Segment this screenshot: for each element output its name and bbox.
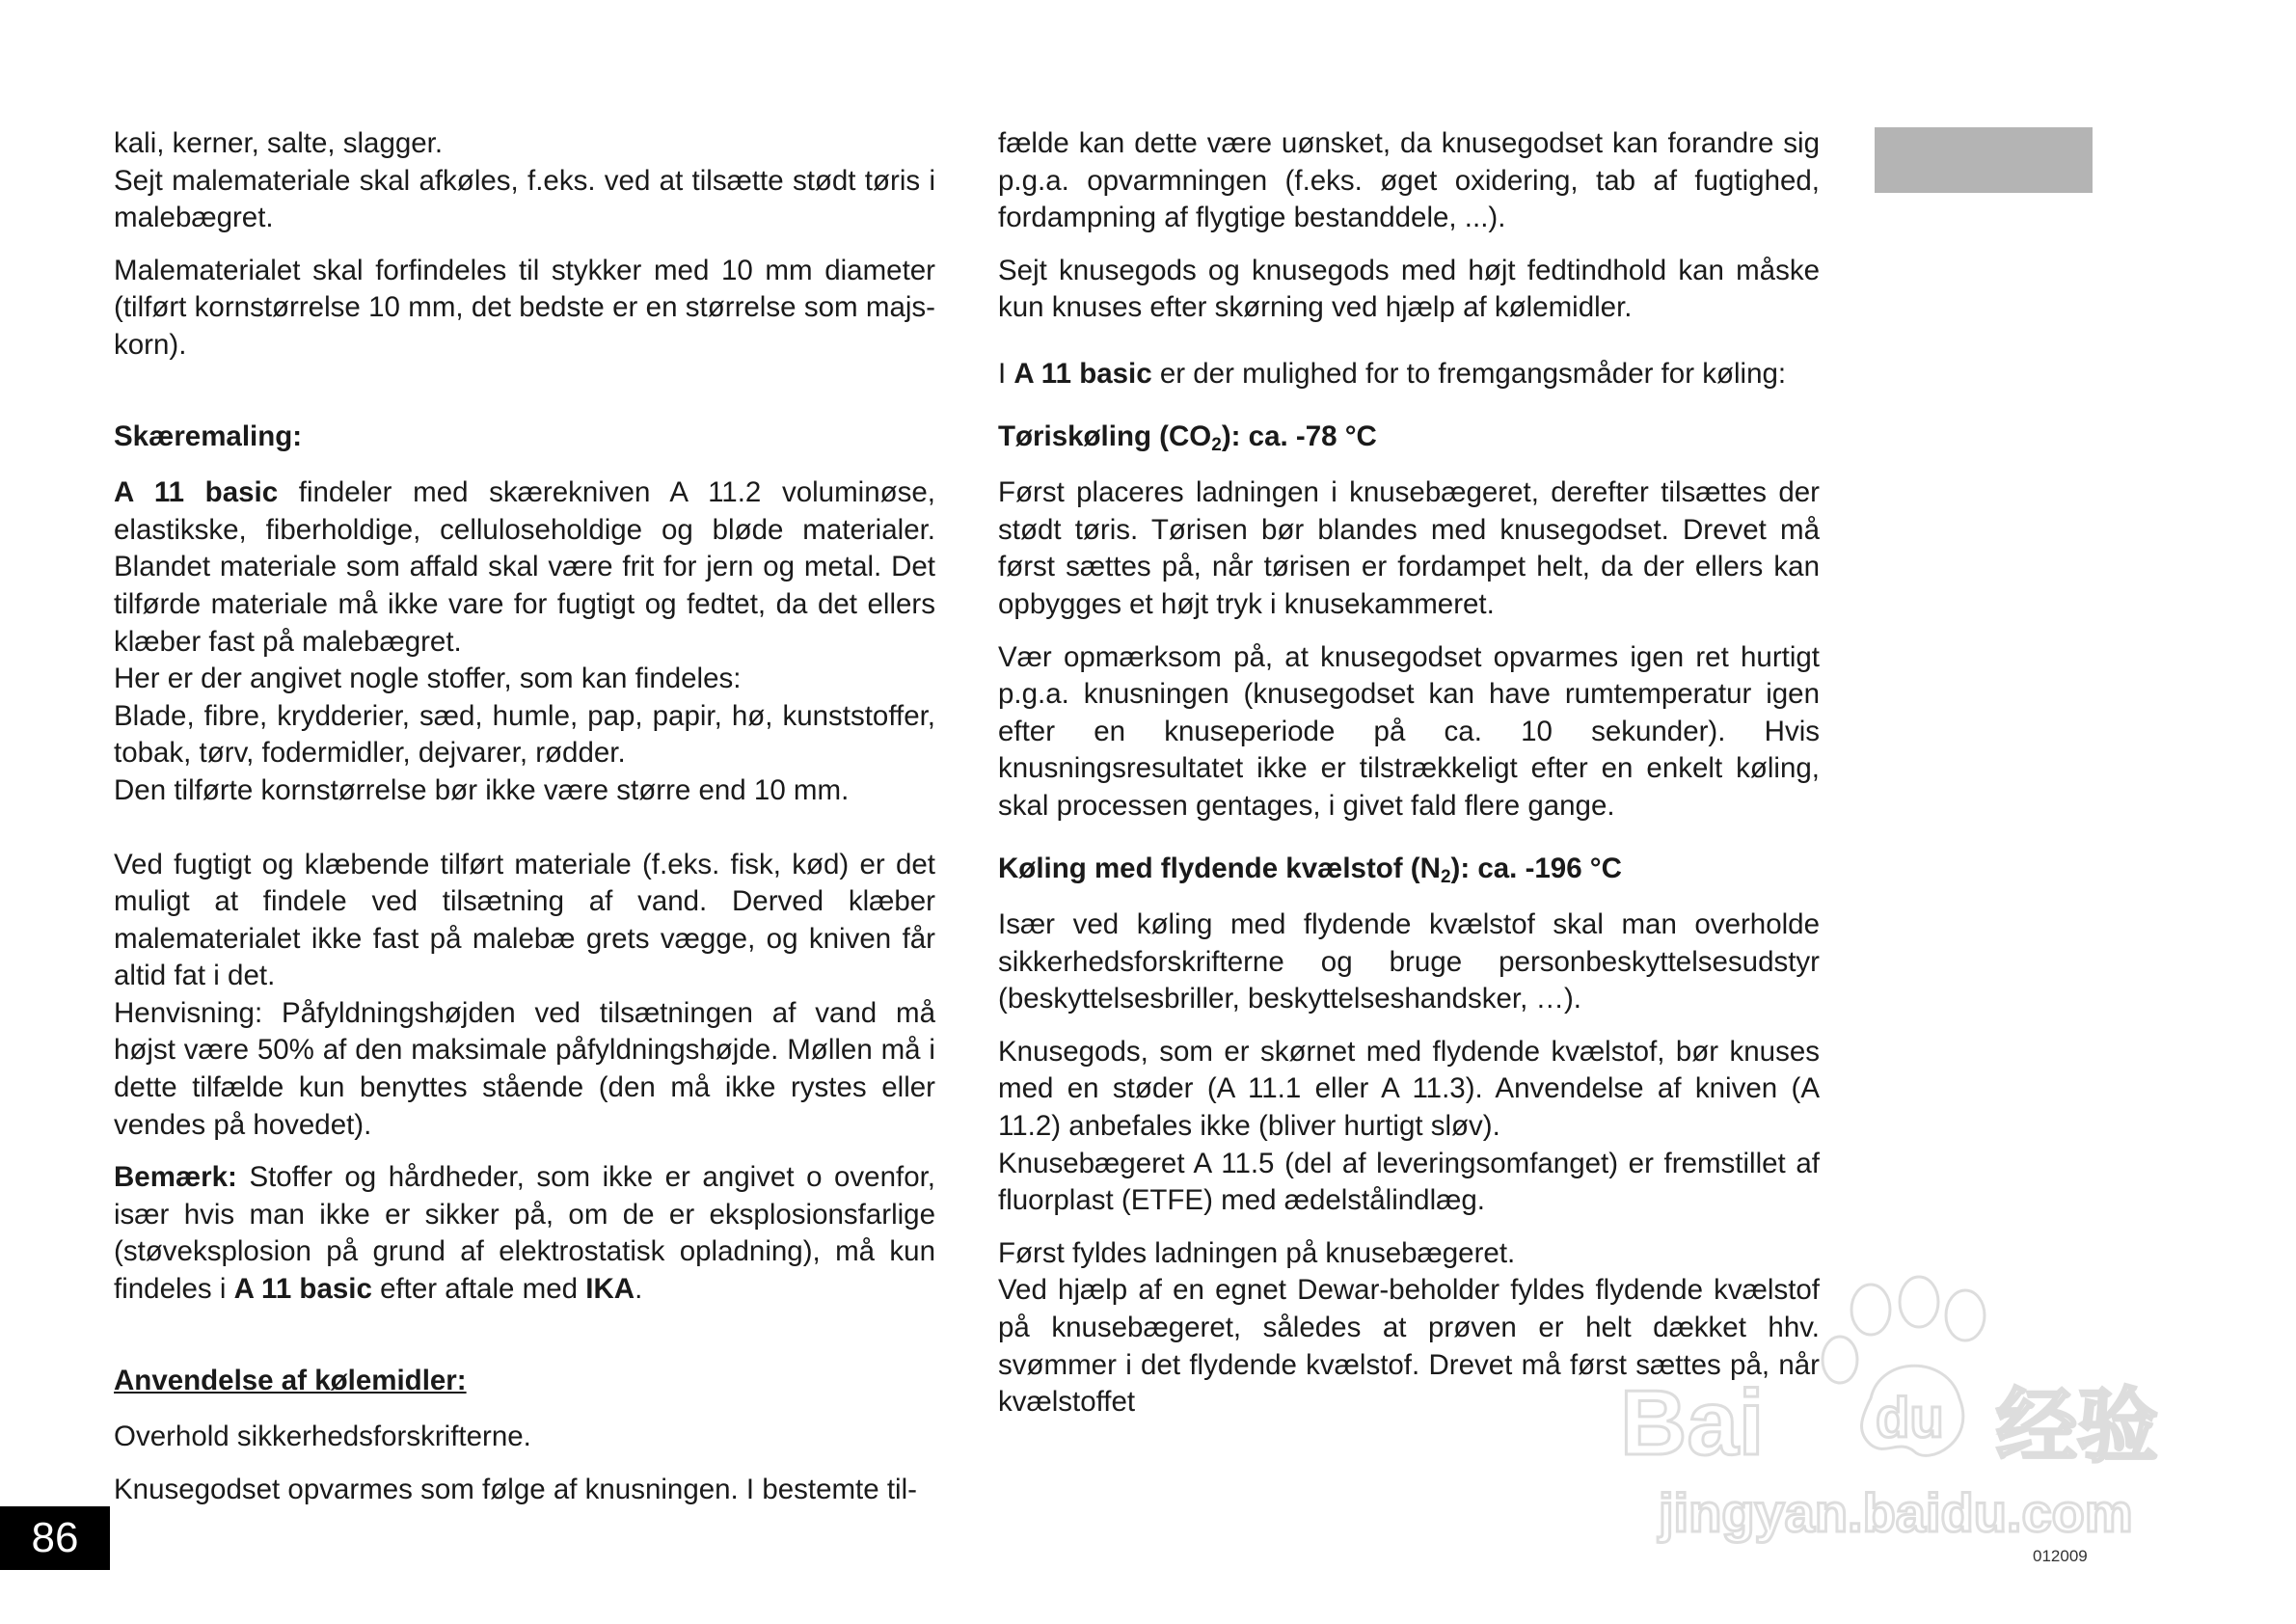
paragraph: Især ved køling med flydende kvælstof skal man overholde sikkerhedsforskrifterne og bruge personbeskyttelsesudstyr (beskyttelsesbriller, beskyttelseshandsker, …).	[998, 908, 1820, 1015]
paragraph: Knusegodset opvarmes som følge af knusningen. I bestemte til-	[114, 1473, 917, 1505]
paragraph: Vær opmærksom på, at knusegodset opvarmes igen ret hurtigt p.g.a. knusningen (knusegodset kan have rumtemperatur igen efter en knuseperiode på ca. 10 sekunder). Hvis knusningsresultatet ikke er tilstrækkeligt efter en enkelt køling, skal processen gentages, i givet fald flere gange.	[998, 640, 1820, 822]
note-paragraph: Bemærk: Stoffer og hårdheder, som ikke er angivet o ovenfor, især hvis man ikke er sikker på, om de er eksplosionsfarlige (støveksplosion på grund af elektrostatisk opladning), må kun findeles i A 11 basic efter aftale med IKA.	[114, 1161, 935, 1306]
paragraph: Knusegods, som er skørnet med flydende kvælstof, bør knuses med en støder (A 11.1 eller A 11.3). Anvendelse af kniven (A 11.2) anbefales ikke (bliver hurtigt sløv). Knusebægeret A 11.5 (del af leveringsomfanget) er fremstillet af fluorplast (ETFE) med ædelstålindlæg.	[998, 1035, 1820, 1217]
watermark-url: jingyan.baidu.com	[1659, 1482, 2133, 1543]
section-heading-toriskoling: Tøriskøling $(CO_2)$: ca. -78 °C	[998, 420, 1377, 455]
paragraph: Malematerialet skal forfindeles til stykker med 10 mm diameter (tilført kornstørrelse 10 mm, det bedste er en størrelse som majs-korn).	[114, 254, 935, 361]
section-heading-kolemidler: Anvendelse af kølemidler:	[114, 1364, 467, 1396]
watermark-brand: Bai	[1620, 1371, 1765, 1475]
section-tab-marker	[1875, 127, 2093, 193]
paragraph: I A 11 basic er der mulighed for to fremgangsmåder for køling:	[998, 357, 1787, 390]
paragraph: Overhold sikkerhedsforskrifterne.	[114, 1421, 531, 1453]
paragraph: kali, kerner, salte, slagger. Sejt malemateriale skal afkøles, f.eks. ved at tilsætte stødt tøris i malebægret.	[114, 127, 935, 234]
right-column	[998, 125, 1820, 1437]
document-code: 012009	[2033, 1547, 2088, 1565]
paragraph: Sejt knusegods og knusegods med højt fedtindhold kan måske kun knuses efter skørning ved hjælp af kølemidler.	[998, 254, 1820, 324]
watermark-du: du	[1876, 1387, 1944, 1449]
paragraph: Først fyldes ladningen på knusebægeret. Ved hjælp af en egnet Dewar-beholder fyldes flydende kvælstof på knusebægeret, således at prøven er helt dækket hhv. svømmer i det flydende kvælstof. Drevet må først sættes på, når kvælstoffet	[998, 1236, 1820, 1419]
paragraph: Først placeres ladningen i knusebægeret, derefter tilsættes der stødt tøris. Tørisen bør blandes med knusegodset. Drevet må først sættes på, når tørisen er fordampet helt, da der ellers kan opbygges et højt tryk i knusekammeret.	[998, 476, 1820, 620]
paragraph: A 11 basic findeler med skærekniven A 11.2 voluminøse, elastikske, fiberholdige, celluloseholdige og bløde materialer. Blandet materiale som affald skal være frit for jern og metal. Det tilførde materiale må ikke vare for fugtigt og fedtet, da det ellers klæber fast på malebægret. Her er der angivet nogle stoffer, som kan findeles: Blade, fibre, krydderier, sæd, humle, pap, papir, hø, kunststoffer, tobak, tørv, fodermidler, dejvarer, rødder. Den tilførte kornstørrelse bør ikke være større end 10 mm.	[114, 476, 935, 806]
page-number: 86	[0, 1506, 110, 1570]
paragraph: fælde kan dette være uønsket, da knusegodset kan forandre sig p.g.a. opvarmningen (f.eks. øget oxidering, tab af fugtighed, fordampning af flygtige bestanddele, ...).	[998, 127, 1820, 234]
watermark-cn: 经验	[1996, 1379, 2159, 1474]
paragraph: Ved fugtigt og klæbende tilført materiale (f.eks. fisk, kød) er det muligt at findele ved tilsætning af vand. Derved klæber malematerialet ikke fast på malebæ grets vægge, og kniven får altid fat i det. Henvisning: Påfyldningshøjden ved tilsætningen af vand må højst være 50% af den maksimale påfyldningshøjde. Møllen må i dette tilfælde kun benyttes stående (den må ikke rystes eller vendes på hovedet).	[114, 848, 935, 1141]
baidu-watermark-logo	[1581, 1273, 2179, 1562]
left-column	[114, 125, 935, 1524]
section-heading-skaeremaling: Skæremaling:	[114, 420, 303, 452]
section-heading-kvaelstof: Køling med flydende kvælstof $(N_2)$: ca. -196 °C	[998, 852, 1622, 887]
